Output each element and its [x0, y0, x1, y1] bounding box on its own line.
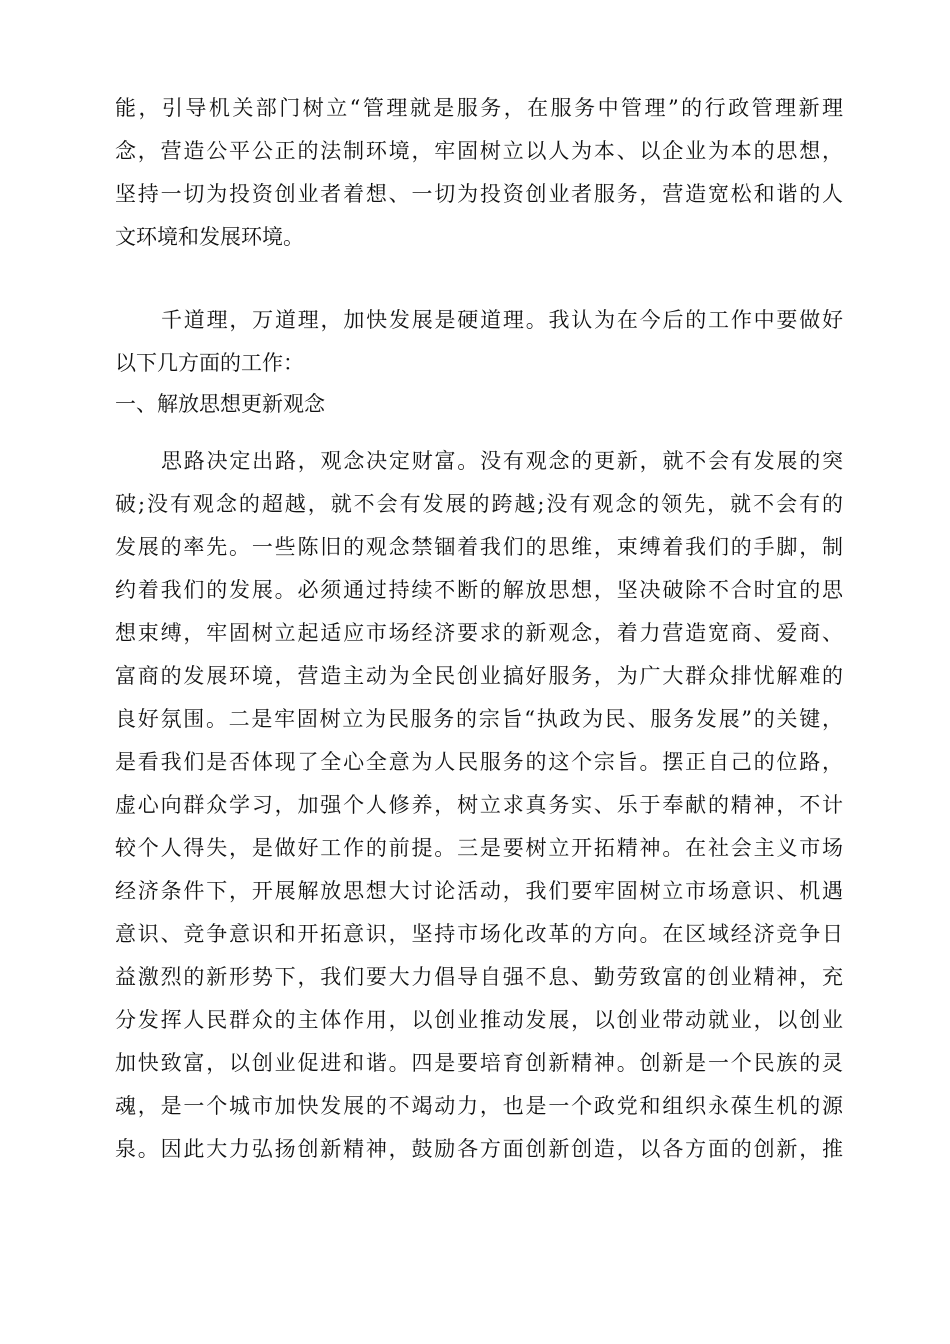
paragraph-line: 以下几方面的工作：: [115, 351, 304, 375]
paragraph-line: 思路决定出路，观念决定财富。没有观念的更新，就不会有发展的突: [161, 449, 843, 473]
paragraph-line: 虚心向群众学习，加强个人修养，树立求真务实、乐于奉献的精神，不计: [115, 793, 843, 817]
paragraph-line: 想束缚，牢固树立起适应市场经济要求的新观念，着力营造宽商、爱商、: [115, 621, 843, 645]
paragraph-line: 加快致富，以创业促进和谐。四是要培育创新精神。创新是一个民族的灵: [115, 1051, 843, 1075]
paragraph-line: 念，营造公平公正的法制环境，牢固树立以人为本、以企业为本的思想，: [115, 139, 843, 163]
paragraph-line: 是看我们是否体现了全心全意为人民服务的这个宗旨。摆正自己的位路，: [115, 750, 843, 774]
paragraph-2: [115, 299, 843, 385]
paragraph-line: 较个人得失，是做好工作的前提。三是要树立开拓精神。在社会主义市场: [115, 836, 843, 860]
paragraph-line: 经济条件下，开展解放思想大讨论活动，我们要牢固树立市场意识、机遇: [115, 879, 843, 903]
paragraph-1: [115, 87, 843, 259]
paragraph-line: 约着我们的发展。必须通过持续不断的解放思想，坚决破除不合时宜的思: [115, 578, 843, 602]
paragraph-line: 魂，是一个城市加快发展的不竭动力，也是一个政党和组织永葆生机的源: [115, 1094, 843, 1118]
section-heading-text: 一、解放思想更新观念: [115, 392, 325, 416]
paragraph-line: 发展的率先。一些陈旧的观念禁锢着我们的思维，束缚着我们的手脚，制: [115, 535, 843, 559]
section-heading: [115, 383, 843, 426]
paragraph-line: 破;没有观念的超越，就不会有发展的跨越;没有观念的领先，就不会有的: [115, 492, 843, 516]
paragraph-line: 益激烈的新形势下，我们要大力倡导自强不息、勤劳致富的创业精神，充: [115, 965, 843, 989]
paragraph-line: 能，引导机关部门树立“管理就是服务，在服务中管理”的行政管理新理: [115, 96, 843, 120]
paragraph-line: 分发挥人民群众的主体作用，以创业推动发展，以创业带动就业，以创业: [115, 1008, 843, 1032]
paragraph-line: 泉。因此大力弘扬创新精神，鼓励各方面创新创造，以各方面的创新，推: [115, 1137, 843, 1161]
paragraph-line: 文环境和发展环境。: [115, 225, 304, 249]
paragraph-line: 坚持一切为投资创业者着想、一切为投资创业者服务，营造宽松和谐的人: [115, 182, 843, 206]
paragraph-line: 意识、竞争意识和开拓意识，坚持市场化改革的方向。在区域经济竞争日: [115, 922, 843, 946]
paragraph-line: 富商的发展环境，营造主动为全民创业搞好服务，为广大群众排忧解难的: [115, 664, 843, 688]
paragraph-line: 良好氛围。二是牢固树立为民服务的宗旨“执政为民、服务发展”的关键，: [115, 707, 843, 731]
paragraph-line: 千道理，万道理，加快发展是硬道理。我认为在今后的工作中要做好: [161, 308, 843, 332]
paragraph-3: [115, 440, 843, 1171]
